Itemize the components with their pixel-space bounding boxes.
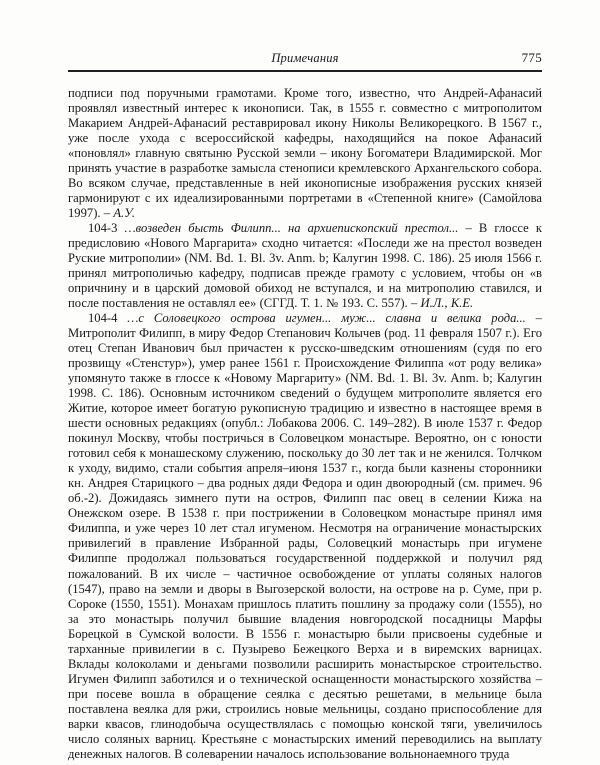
note-104-4-run-1-italic: …с Соловецкого острова игумен... муж... славна и велика рода... [127,311,526,326]
para-continued [68,86,542,221]
note-104-3-run-0-roman: 104-3 [88,221,125,236]
running-head-title: Примечания [271,51,339,65]
para-continued-run-0-roman: подписи под поручными грамотами. Кроме того, известно, что Андрей-Афанасий проявлял известный интерес к иконописи. Так, в 1555 г. совместно с митрополитом Макарием Андрей-Афанасий реставрировал икону Николы Великорецкого. В 1567 г., уже после ухода с всероссийской кафедры, находящийся на покое Афанасий «поновлял» главную святыню Русской земли – икону Богоматери Владимирской. Мог принять участие в разработке замысла стенописи кремлевского Архангельского собора. Во всяком случае, представленные в ней иконописные изображения русских князей гармонируют с их идеализированными портретами в «Степенной книге» (Самойлова 1997). – [68,86,542,221]
header-rule [68,70,542,72]
note-104-4 [68,311,542,761]
page-number: 775 [521,50,542,65]
note-104-3-run-1-italic: …возведен бысть Филипп... на архиепископский престол... [124,221,459,236]
note-104-3 [68,221,542,311]
running-head [68,44,542,66]
note-104-3-run-2-roman: – В глоссе к предисловию «Нового Маргарита» сходно читается: «Последи же на престол возведен Руские митрополии» (NM. Bd. 1. Bl. 3v. Anm. b; Калугин 1998. С. 186). 25 июля 1566 г. принял митрополичью кафедру, подписав прежде грамоту с условием, чтобы он «в опричнину и в царский домовой обиход не вступался, и на митрополию ставился, и после поставления не оставлял ее» (СГГД. Т. 1. № 193. С. 557). – [68,221,542,311]
note-104-4-run-2-roman: – Митрополит Филипп, в миру Федор Степанович Колычев (род. 11 февраля 1507 г.). Его отец Степан Иванович был причастен к русско-шведским отношениям (судя по его прозвищу «Стенстур»), умер ранее 1561 г. Происхождение Филиппа «от роду велика» упомянуто также в глоссе к «Новому Маргариту» (NM. Bd. 1. Bl. 3v. Anm. b; Калугин 1998. С. 186). Основным источником сведений о будущем митрополите является его Житие, которое имеет богатую рукописную традицию и известно в настоящее время в шести основных редакциях (опубл.: Лобакова 2006. С. 149–282). В июле 1537 г. Федор покинул Москву, чтобы постричься в Соловецком монастыре. Вероятно, он с юности готовил себя к монашескому служению, поскольку до 30 лет так и не женился. Толчком к уходу, видимо, стали события апреля–июня 1537 г., когда были казнены сторонники кн. Андрея Старицкого – два родных дяди Федора и один двоюродный (см. примеч. 96 об.-2). Дожидаясь зимнего пути на остров, Филипп пас овец в селении Кижа на Онежском озере. В 1538 г. при пострижении в Соловецком монастыре принял имя Филиппа, и уже через 10 лет стал игуменом. Несмотря на ограничение монастырских привилегий в правление Избранной рады, Соловецкий монастырь при игумене Филиппе продолжал пользоваться государственной поддержкой и получил ряд пожалований. В их числе – частичное освобождение от уплаты соляных налогов (1547), право на земли и дворы в Выгозерской волости, на острове на р. Суме, при р. Сороке (1550, 1551). Монахам пришлось платить пошлину за продажу соли (1555), но за это монастырь получил бывшие владения новгородской посадницы Марфы Борецкой в Сумской волости. В 1556 г. монастырю были присвоены судебные и тарханные привилегии в с. Пузырево Бежецкого Верха и в виремских варницах. Вклады колоколами и деньгами позволили расширить монастырское строительство. Игумен Филипп заботился и о технической оснащенности монастырского хозяйства – при посеве вошла в обращение сеялка с десятью решетами, в мельнице была поставлена веялка для ржи, строились новые мельницы, создано приспособление для варки квасов, глинодобыча осуществлялась с помощью конской тяги, увеличилось число соляных варниц. Крестьяне с монастырских имений переводились на выплату денежных налогов. В солеварении началось использование вольнонаемного труда [68,311,542,761]
body-text-block [68,86,542,762]
note-104-3-run-3-italic: И.Л., К.Е. [420,296,474,311]
note-104-4-run-0-roman: 104-4 [88,311,128,326]
para-continued-run-1-italic: А.У. [113,206,135,221]
